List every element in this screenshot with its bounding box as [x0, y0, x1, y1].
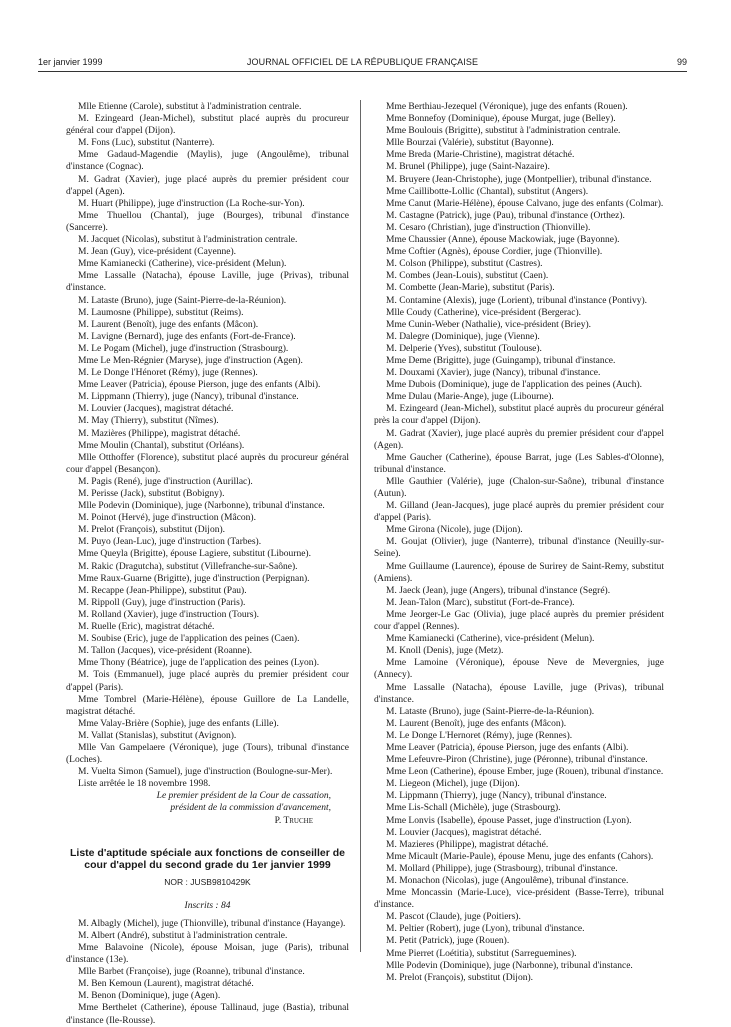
- list-item: Mme Guillaume (Laurence), épouse de Surirey de Saint-Remy, substitut (Amiens).: [374, 561, 664, 584]
- list-item: Mme Canut (Marie-Hélène), épouse Calvano, juge des enfants (Colmar).: [386, 198, 664, 209]
- list-item: M. Delperie (Yves), substitut (Toulouse).: [386, 343, 542, 354]
- signature-line-2: président de la commission d'avancement,: [170, 803, 331, 814]
- list-item: Mme Leon (Catherine), épouse Ember, juge (Rouen), tribunal d'instance.: [386, 767, 664, 778]
- list-item: M. Bruyere (Jean-Christophe), juge (Montpellier), tribunal d'instance.: [386, 174, 652, 185]
- list-item: M. Prelot (François), substitut (Dijon).: [386, 972, 533, 983]
- header-title: JOURNAL OFFICIEL DE LA RÉPUBLIQUE FRANÇAISE: [246, 57, 479, 67]
- list-item: Mme Micault (Marie-Paule), épouse Menu, juge des enfants (Cahors).: [386, 851, 654, 862]
- list-item: M. Combette (Jean-Marie), substitut (Paris).: [386, 283, 555, 294]
- list-item: Mlle Barbet (Françoise), juge (Roanne), tribunal d'instance.: [78, 967, 305, 978]
- list-item: M. Laurent (Benoît), juge des enfants (Mâcon).: [78, 319, 259, 330]
- entries-list-b: [66, 918, 349, 1027]
- list-item: M. Soubise (Eric), juge de l'application des peines (Caen).: [78, 634, 300, 645]
- list-item: Mme Bonnefoy (Dominique), épouse Murgat, juge (Belley).: [386, 114, 616, 125]
- page-number: 99: [676, 57, 687, 67]
- list-item: Mme Lamoine (Véronique), épouse Neve de Mevergnies, juge (Annecy).: [374, 658, 664, 681]
- list-item: M. Mazières (Philippe), magistrat détaché.: [78, 428, 241, 439]
- list-item: Mlle Gauthier (Valérie), juge (Chalon-sur-Saône), tribunal d'instance (Autun).: [374, 476, 664, 499]
- list-item: M. Huart (Philippe), juge d'instruction (La Roche-sur-Yon).: [78, 198, 305, 209]
- list-item: M. Ruelle (Eric), magistrat détaché.: [78, 622, 215, 633]
- list-item: Mme Lonvis (Isabelle), épouse Passet, juge d'instruction (Lyon).: [386, 815, 632, 826]
- list-item: Mme Moulin (Chantal), substitut (Orléans).: [78, 440, 245, 451]
- list-item: M. Poinot (Hervé), juge d'instruction (Mâcon).: [78, 513, 256, 524]
- list-item: M. Dalegre (Dominique), juge (Vienne).: [386, 331, 540, 342]
- list-item: M. Prelot (François), substitut (Dijon).: [78, 525, 225, 536]
- list-item: M. Petit (Patrick), juge (Rouen).: [386, 936, 510, 947]
- list-item: Mlle Podevin (Dominique), juge (Narbonne), tribunal d'instance.: [386, 960, 633, 971]
- list-item: Mme Gadaud-Magendie (Maylis), juge (Angoulême), tribunal d'instance (Cognac).: [66, 150, 349, 173]
- list-item: M. Tois (Emmanuel), juge placé auprès du premier président cour d'appel (Paris).: [66, 670, 349, 693]
- list-item: Mme Caillibotte-Lollic (Chantal), substitut (Angers).: [386, 186, 589, 197]
- list-item: M. Knoll (Denis), juge (Metz).: [386, 646, 504, 657]
- list-item: M. Brunel (Philippe), juge (Saint-Nazaire).: [386, 162, 550, 173]
- list-item: Mme Thony (Béatrice), juge de l'application des peines (Lyon).: [78, 658, 320, 669]
- list-item: Mme Coftier (Agnès), épouse Cordier, juge (Thionville).: [386, 247, 603, 258]
- list-item: M. Le Donge l'Hénoret (Rémy), juge (Rennes).: [78, 368, 258, 379]
- list-item: M. Lataste (Bruno), juge (Saint-Pierre-de-la-Réunion).: [78, 295, 287, 306]
- list-item: Mme Lis-Schall (Michèle), juge (Strasbourg).: [386, 803, 561, 814]
- list-item: M. Mollard (Philippe), juge (Strasbourg), tribunal d'instance.: [386, 863, 618, 874]
- list-item: M. Colson (Philippe), substitut (Castres).: [386, 259, 543, 270]
- list-item: M. Fons (Luc), substitut (Nanterre).: [78, 138, 215, 149]
- list-item: M. Pascot (Claude), juge (Poitiers).: [386, 912, 521, 923]
- list-item: M. Gadrat (Xavier), juge placé auprès du premier président cour d'appel (Agen).: [374, 428, 664, 451]
- header-rule: [38, 71, 687, 72]
- section-title: Liste d'aptitude spéciale aux fonctions de conseiller de cour d'appel du second grade du 1er janvier 1999: [70, 846, 345, 872]
- list-item: M. Ben Kemoun (Laurent), magistrat détaché.: [78, 979, 254, 990]
- left-column: [66, 101, 349, 1027]
- list-item: M. Peltier (Robert), juge (Lyon), tribunal d'instance.: [386, 924, 585, 935]
- list-item: M. Perisse (Jack), substitut (Bobigny).: [78, 489, 225, 499]
- page-header: [38, 57, 687, 69]
- list-item: Mme Chaussier (Anne), épouse Mackowiak, juge (Bayonne).: [386, 235, 620, 246]
- list-item: M. Louvier (Jacques), magistrat détaché.: [78, 404, 234, 415]
- list-item: M. Recappe (Jean-Philippe), substitut (Pau).: [78, 585, 247, 596]
- list-item: M. Vallat (Stanislas), substitut (Avignon).: [78, 730, 237, 741]
- list-item: Mme Girona (Nicole), juge (Dijon).: [386, 525, 523, 536]
- list-item: M. Tallon (Jacques), vice-président (Roanne).: [78, 646, 253, 657]
- list-item: Mme Pierret (Loétitia), substitut (Sarreguemines).: [386, 948, 577, 959]
- list-item: M. Castagne (Patrick), juge (Pau), tribunal d'instance (Orthez).: [386, 210, 625, 221]
- list-item: Mlle Bourzai (Valérie), substitut (Bayonne).: [386, 138, 554, 149]
- list-item: M. Lippmann (Thierry), juge (Nancy), tribunal d'instance.: [386, 791, 607, 802]
- list-item: M. Mazieres (Philippe), magistrat détaché.: [386, 839, 549, 850]
- entries-list-a: [66, 101, 349, 790]
- list-item: M. Gilland (Jean-Jacques), juge placé auprès du premier président cour d'appel (Paris).: [374, 501, 664, 524]
- list-item: Liste arrêtée le 18 novembre 1998.: [78, 779, 211, 790]
- column-divider: [360, 100, 361, 952]
- list-item: M. Jaeck (Jean), juge (Angers), tribunal d'instance (Segré).: [386, 585, 611, 596]
- list-item: M. Le Pogam (Michel), juge d'instruction (Strasbourg).: [78, 343, 289, 354]
- list-item: Mme Raux-Guarne (Brigitte), juge d'instruction (Perpignan).: [78, 573, 310, 584]
- list-item: M. Albert (André), substitut à l'administration centrale.: [78, 930, 288, 941]
- nor-reference: NOR : JUSB9810429K: [164, 876, 251, 887]
- list-item: M. Lavigne (Bernard), juge des enfants (Fort-de-France).: [78, 331, 296, 342]
- list-item: Mme Kamianecki (Catherine), vice-président (Melun).: [386, 634, 595, 645]
- inscrits-count: Inscrits : 84: [184, 900, 231, 911]
- list-item: M. Laurent (Benoît), juge des enfants (Mâcon).: [386, 718, 567, 729]
- list-item: Mlle Podevin (Dominique), juge (Narbonne), tribunal d'instance.: [78, 501, 325, 512]
- list-item: Mme Tombrel (Marie-Hélène), épouse Guillore de La Landelle, magistrat détaché.: [66, 694, 349, 717]
- list-item: Mme Dubois (Dominique), juge de l'application des peines (Auch).: [386, 380, 643, 391]
- list-item: Mme Balavoine (Nicole), épouse Moisan, juge (Paris), tribunal d'instance (13e).: [66, 943, 349, 966]
- list-item: M. Ezingeard (Jean-Michel), substitut placé auprès du procureur général cour d'appel (Dijon).: [66, 114, 349, 137]
- list-item: M. Cesaro (Christian), juge d'instruction (Thionville).: [386, 222, 591, 233]
- list-item: M. Rolland (Xavier), juge d'instruction (Tours).: [78, 609, 259, 620]
- header-date: 1er janvier 1999: [38, 57, 103, 67]
- list-item: Mme Valay-Brière (Sophie), juge des enfants (Lille).: [78, 718, 279, 729]
- list-item: M. Gadrat (Xavier), juge placé auprès du premier président cour d'appel (Agen).: [66, 174, 349, 197]
- list-item: Mme Thuellou (Chantal), juge (Bourges), tribunal d'instance (Sancerre).: [66, 210, 349, 233]
- list-item: M. Jean-Talon (Marc), substitut (Fort-de-France).: [386, 597, 575, 608]
- list-item: Mme Dulau (Marie-Ange), juge (Libourne).: [386, 392, 554, 403]
- list-item: M. Jean (Guy), vice-président (Cayenne).: [78, 247, 237, 258]
- list-item: Mlle Coudy (Catherine), vice-président (Bergerac).: [386, 307, 582, 318]
- list-item: Mme Leaver (Patricia), épouse Pierson, juge des enfants (Albi).: [386, 742, 629, 753]
- list-item: Mme Moncassin (Marie-Luce), vice-président (Basse-Terre), tribunal d'instance.: [374, 888, 664, 911]
- list-item: M. Louvier (Jacques), magistrat détaché.: [386, 827, 542, 838]
- list-item: M. Le Donge L'Hernoret (Rémy), juge (Rennes).: [386, 730, 573, 741]
- list-item: M. Puyo (Jean-Luc), juge d'instruction (Tarbes).: [78, 537, 262, 548]
- entries-list-right: [374, 101, 664, 984]
- list-item: Mme Queyla (Brigitte), épouse Lagiere, substitut (Libourne).: [78, 549, 311, 560]
- list-item: Mme Kamianecki (Catherine), vice-président (Melun).: [78, 259, 287, 270]
- signature-name: P. Truche: [274, 815, 313, 826]
- list-item: Mme Gaucher (Catherine), épouse Barrat, juge (Les Sables-d'Olonne), tribunal d'instance.: [374, 452, 664, 475]
- list-item: Mme Lefeuvre-Piron (Christine), juge (Péronne), tribunal d'instance.: [386, 755, 648, 766]
- list-item: Mme Cunin-Weber (Nathalie), vice-président (Briey).: [386, 319, 591, 330]
- list-item: Mme Le Men-Régnier (Maryse), juge d'instruction (Agen).: [78, 355, 303, 366]
- list-item: M. Liegeon (Michel), juge (Dijon).: [386, 779, 520, 790]
- list-item: M. Goujat (Olivier), juge (Nanterre), tribunal d'instance (Neuilly-sur-Seine).: [374, 537, 664, 560]
- list-item: Mme Boulouis (Brigitte), substitut à l'administration centrale.: [386, 126, 621, 137]
- list-item: M. Vuelta Simon (Samuel), juge d'instruction (Boulogne-sur-Mer).: [78, 767, 333, 778]
- list-item: Mme Deme (Brigitte), juge (Guingamp), tribunal d'instance.: [386, 355, 616, 366]
- list-item: Mlle Etienne (Carole), substitut à l'administration centrale.: [78, 102, 302, 112]
- list-item: Mlle Van Gampelaere (Véronique), juge (Tours), tribunal d'instance (Loches).: [66, 742, 349, 766]
- list-item: M. Combes (Jean-Louis), substitut (Caen).: [386, 271, 549, 282]
- list-item: Mme Lassalle (Natacha), épouse Laville, juge (Privas), tribunal d'instance.: [374, 682, 664, 705]
- list-item: M. Rakic (Dragutcha), substitut (Villefranche-sur-Saône).: [78, 561, 298, 572]
- list-item: M. Albagly (Michel), juge (Thionville), tribunal d'instance (Hayange).: [78, 918, 346, 929]
- list-item: Mme Breda (Marie-Christine), magistrat détaché.: [386, 150, 575, 161]
- list-item: M. Douxami (Xavier), juge (Nancy), tribunal d'instance.: [386, 368, 601, 379]
- list-item: M. Pagis (René), juge d'instruction (Aurillac).: [78, 476, 253, 487]
- list-item: M. Jacquet (Nicolas), substitut à l'administration centrale.: [78, 235, 298, 246]
- list-item: M. Monachon (Nicolas), juge (Angoulême), tribunal d'instance.: [386, 876, 629, 886]
- signature-line-1: Le premier président de la Cour de cassation,: [156, 791, 331, 802]
- list-item: M. Lippmann (Thierry), juge (Nancy), tribunal d'instance.: [78, 392, 299, 403]
- right-column: [374, 101, 664, 984]
- list-item: M. Rippoll (Guy), juge d'instruction (Paris).: [78, 597, 246, 608]
- list-item: Mme Lassalle (Natacha), épouse Laville, juge (Privas), tribunal d'instance.: [66, 271, 349, 294]
- list-item: M. Contamine (Alexis), juge (Lorient), tribunal d'instance (Pontivy).: [386, 295, 648, 306]
- list-item: M. Laumosne (Philippe), substitut (Reims).: [78, 307, 244, 318]
- list-item: Mme Leaver (Patricia), épouse Pierson, juge des enfants (Albi).: [78, 380, 321, 391]
- list-item: M. Lataste (Bruno), juge (Saint-Pierre-de-la-Réunion).: [386, 706, 595, 717]
- list-item: M. Ezingeard (Jean-Michel), substitut placé auprès du procureur général près la cour d'appel (Dijon).: [374, 404, 664, 427]
- list-item: Mme Berthiau-Jezequel (Véronique), juge des enfants (Rouen).: [386, 102, 628, 112]
- list-item: Mme Jeorger-Le Gac (Olivia), juge placé auprès du premier président cour d'appel (Rennes).: [374, 609, 664, 633]
- list-item: M. May (Thierry), substitut (Nîmes).: [78, 416, 219, 427]
- list-item: Mme Berthelet (Catherine), épouse Tallinaud, juge (Bastia), tribunal d'instance (Ile-Rousse).: [66, 1003, 349, 1026]
- list-item: Mlle Otthoffer (Florence), substitut placé auprès du procureur général cour d'appel (Besançon).: [66, 452, 349, 475]
- list-item: M. Benon (Dominique), juge (Agen).: [78, 991, 221, 1002]
